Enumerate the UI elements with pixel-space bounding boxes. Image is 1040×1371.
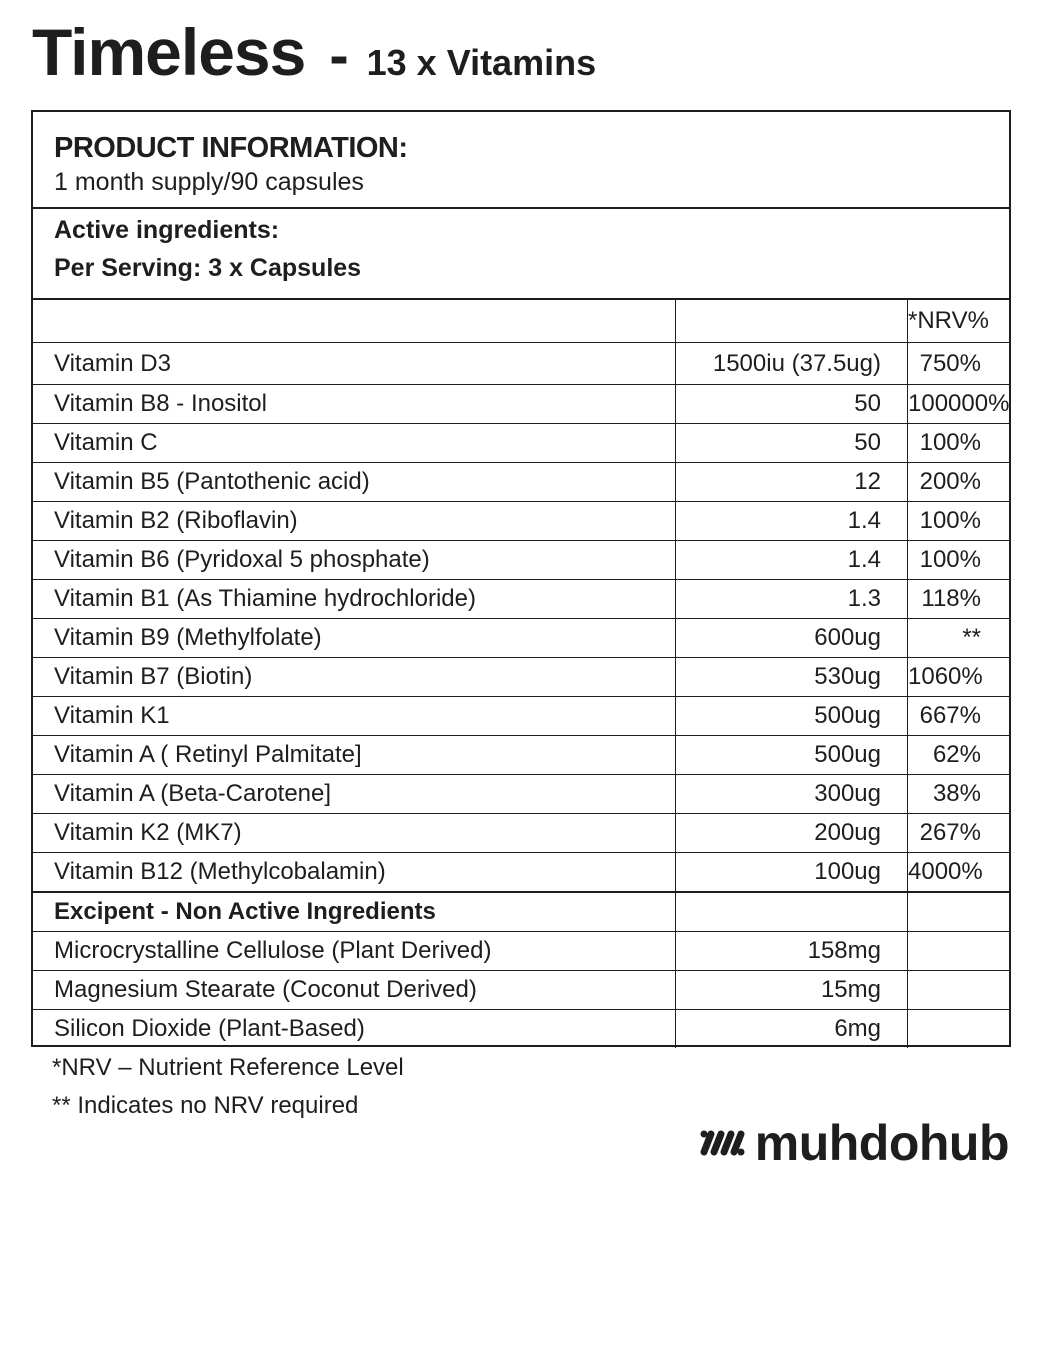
footnote-no-nrv: ** Indicates no NRV required <box>52 1092 359 1119</box>
ingredient-nrv: 100000% <box>908 385 1010 424</box>
brand-logo <box>699 1114 1009 1172</box>
ingredient-name: Vitamin B1 (As Thiamine hydrochloride) <box>33 580 676 619</box>
ingredient-nrv: 267% <box>908 814 1010 853</box>
table-row <box>33 736 1009 775</box>
table-row <box>33 697 1009 736</box>
ingredient-nrv: 4000% <box>908 853 1010 893</box>
ingredient-name: Vitamin K2 (MK7) <box>33 814 676 853</box>
ingredient-name: Vitamin D3 <box>33 343 676 385</box>
excipient-header: Excipent - Non Active Ingredients <box>33 892 676 932</box>
table-row <box>33 463 1009 502</box>
ingredient-name: Vitamin B2 (Riboflavin) <box>33 502 676 541</box>
ingredient-nrv: 100% <box>908 502 1010 541</box>
product-info-section <box>33 112 1009 209</box>
ingredient-amount: 1.3 <box>676 580 908 619</box>
header-cell-amount <box>676 300 908 343</box>
ingredient-amount: 600ug <box>676 619 908 658</box>
table-row <box>33 343 1009 385</box>
excipient-nrv <box>908 932 1010 971</box>
ingredient-name: Vitamin B9 (Methylfolate) <box>33 619 676 658</box>
ingredient-amount: 50 <box>676 424 908 463</box>
active-ingredients-title: Active ingredients: <box>54 216 280 244</box>
table-row <box>33 932 1009 971</box>
excipient-nrv <box>908 1010 1010 1049</box>
ingredient-name: Vitamin A (Beta-Carotene] <box>33 775 676 814</box>
brand-name: muhdohub <box>754 1115 1009 1171</box>
excipient-header-row <box>33 892 1009 932</box>
ingredient-nrv: ** <box>908 619 1010 658</box>
header-cell-name <box>33 300 676 343</box>
excipient-header-amount <box>676 892 908 932</box>
ingredient-nrv: 667% <box>908 697 1010 736</box>
ingredient-amount: 1.4 <box>676 502 908 541</box>
ingredient-amount: 1500iu (37.5ug) <box>676 343 908 385</box>
ingredient-nrv: 750% <box>908 343 1010 385</box>
table-header-row <box>33 300 1009 343</box>
ingredient-amount: 12 <box>676 463 908 502</box>
ingredient-name: Vitamin B7 (Biotin) <box>33 658 676 697</box>
product-subtitle: 13 x Vitamins <box>366 42 597 83</box>
excipient-header-nrv <box>908 892 1010 932</box>
ingredient-amount: 500ug <box>676 697 908 736</box>
excipient-name: Magnesium Stearate (Coconut Derived) <box>33 971 676 1010</box>
table-row <box>33 775 1009 814</box>
ingredient-amount: 100ug <box>676 853 908 893</box>
ingredient-amount: 500ug <box>676 736 908 775</box>
serving-text: Per Serving: 3 x Capsules <box>54 254 362 282</box>
excipient-amount: 158mg <box>676 932 908 971</box>
excipient-amount: 6mg <box>676 1010 908 1049</box>
nutrition-panel <box>31 110 1011 1047</box>
product-info-title: PRODUCT INFORMATION: <box>54 132 408 164</box>
ingredient-amount: 1.4 <box>676 541 908 580</box>
ingredient-name: Vitamin C <box>33 424 676 463</box>
ingredient-nrv: 62% <box>908 736 1010 775</box>
muhdo-logo-icon <box>699 1126 745 1160</box>
ingredient-name: Vitamin B12 (Methylcobalamin) <box>33 853 676 893</box>
ingredient-name: Vitamin A ( Retinyl Palmitate] <box>33 736 676 775</box>
ingredient-nrv: 200% <box>908 463 1010 502</box>
table-row <box>33 541 1009 580</box>
ingredient-nrv: 100% <box>908 424 1010 463</box>
title-separator: - <box>329 23 349 88</box>
table-row <box>33 580 1009 619</box>
excipient-name: Microcrystalline Cellulose (Plant Derived) <box>33 932 676 971</box>
ingredient-nrv: 100% <box>908 541 1010 580</box>
table-row <box>33 502 1009 541</box>
table-row <box>33 1010 1009 1049</box>
ingredient-amount: 200ug <box>676 814 908 853</box>
table-row <box>33 658 1009 697</box>
excipient-amount: 15mg <box>676 971 908 1010</box>
ingredient-nrv: 118% <box>908 580 1010 619</box>
supply-text: 1 month supply/90 capsules <box>54 168 364 196</box>
ingredient-nrv: 1060% <box>908 658 1010 697</box>
excipient-nrv <box>908 971 1010 1010</box>
ingredient-name: Vitamin B6 (Pyridoxal 5 phosphate) <box>33 541 676 580</box>
table-row <box>33 619 1009 658</box>
table-row <box>33 424 1009 463</box>
table-row <box>33 853 1009 893</box>
ingredient-amount: 300ug <box>676 775 908 814</box>
excipient-name: Silicon Dioxide (Plant-Based) <box>33 1010 676 1049</box>
ingredient-name: Vitamin B5 (Pantothenic acid) <box>33 463 676 502</box>
table-row <box>33 971 1009 1010</box>
ingredient-amount: 530ug <box>676 658 908 697</box>
ingredients-table <box>33 300 1009 1048</box>
table-row <box>33 385 1009 424</box>
ingredient-amount: 50 <box>676 385 908 424</box>
product-name: Timeless <box>32 15 306 89</box>
ingredient-nrv: 38% <box>908 775 1010 814</box>
nrv-header: *NRV% <box>908 307 989 334</box>
ingredient-name: Vitamin B8 - Inositol <box>33 385 676 424</box>
footnote-nrv: *NRV – Nutrient Reference Level <box>52 1054 404 1081</box>
ingredient-name: Vitamin K1 <box>33 697 676 736</box>
page-title <box>32 14 596 90</box>
table-row <box>33 814 1009 853</box>
